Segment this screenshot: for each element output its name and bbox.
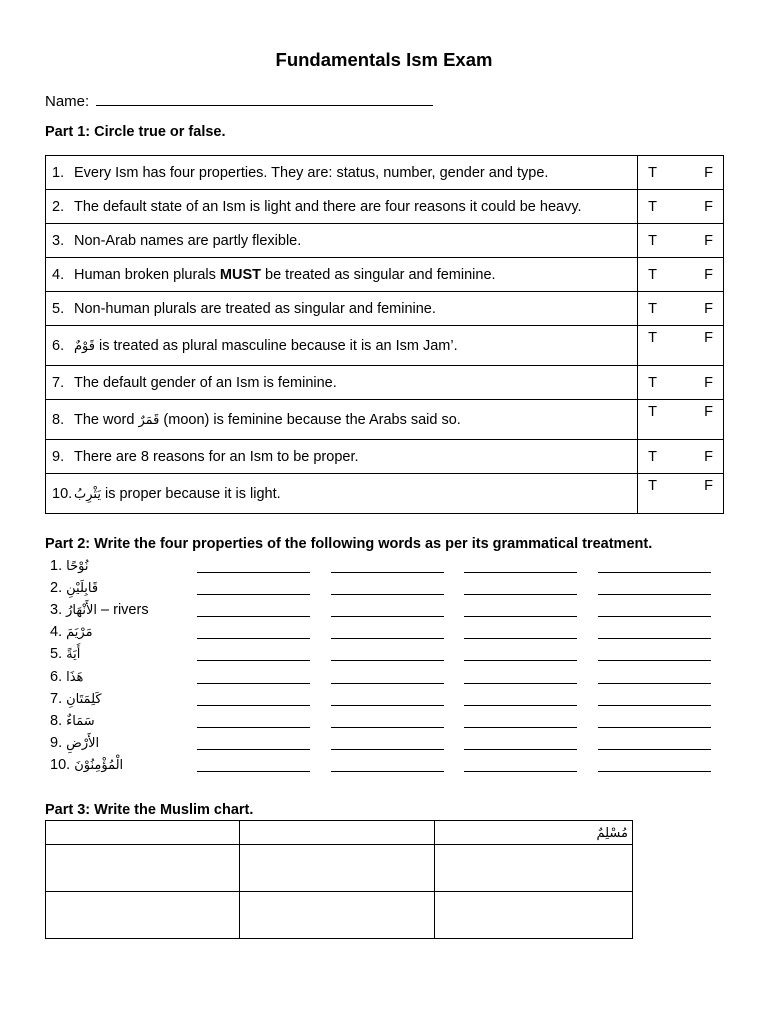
answer-blank[interactable] [464,660,577,661]
answer-blank[interactable] [464,572,577,573]
question-row [46,326,724,366]
answer-cell [638,366,724,400]
false-option[interactable]: F [704,266,713,283]
question-number: 6. [52,337,65,354]
question-cell [46,366,638,400]
chart-cell[interactable] [434,845,632,892]
answer-blank[interactable] [464,749,577,750]
word-number: 7. [50,690,63,707]
false-option[interactable]: F [704,478,713,494]
answer-blank[interactable] [197,749,310,750]
answer-blank[interactable] [331,616,444,617]
arabic-word: الأَرْضِ [66,735,100,751]
word-label [50,646,80,662]
question-number: 5. [52,300,65,317]
chart-header-text: مُسْلِمٌ [596,825,628,841]
answer-blank[interactable] [598,683,711,684]
part3-heading: Part 3: Write the Muslim chart. [45,802,254,818]
false-option[interactable]: F [704,404,713,420]
question-row [46,440,724,474]
question-text: Human broken plurals MUST be treated as singular and feminine. [74,266,496,283]
question-number: 4. [52,266,65,283]
arabic-word: مَرْيَمَ [66,625,93,641]
word-number: 5. [50,646,63,663]
false-option[interactable]: F [704,330,713,346]
answer-blank[interactable] [331,594,444,595]
false-option[interactable]: F [704,232,713,249]
true-option[interactable]: T [648,198,658,215]
word-label [50,580,98,596]
word-label [50,691,102,707]
false-option[interactable]: F [704,198,713,215]
arabic-word: قَوْمٌ [74,338,95,354]
word-row [50,580,730,602]
question-number: 9. [52,448,65,465]
answer-blank[interactable] [331,727,444,728]
answer-cell [638,224,724,258]
question-text: Non-human plurals are treated as singular and feminine. [74,300,436,317]
word-row [50,757,730,779]
question-text: The default gender of an Ism is feminine. [74,374,337,391]
word-row [50,624,730,646]
answer-blank[interactable] [598,771,711,772]
answer-blank[interactable] [464,683,577,684]
word-row [50,558,730,580]
word-row [50,713,730,735]
question-number: 10. [52,485,73,502]
true-option[interactable]: T [648,300,658,317]
word-label [50,624,93,640]
true-option[interactable]: T [648,164,658,181]
answer-blank[interactable] [197,616,310,617]
answer-blank[interactable] [598,705,711,706]
answer-blank[interactable] [598,594,711,595]
arabic-word: قَابِلَيْنِ [66,581,99,597]
question-row [46,292,724,326]
answer-cell [638,258,724,292]
question-text: is proper because it is light. [100,485,281,502]
answer-blank[interactable] [598,727,711,728]
question-row [46,400,724,440]
answer-cell [638,156,724,190]
true-false-table [45,155,724,514]
answer-blank[interactable] [331,638,444,639]
question-text: The default state of an Ism is light and there are four reasons it could be heavy. [74,198,582,215]
question-text-after: (moon) is feminine because the Arabs said so. [159,411,461,428]
chart-cell[interactable] [434,892,632,939]
answer-blank[interactable] [197,572,310,573]
word-row [50,669,730,691]
question-cell [46,258,638,292]
true-option[interactable]: T [648,478,658,494]
answer-blank[interactable] [464,727,577,728]
word-label [50,757,123,773]
word-label [50,602,149,618]
chart-cell[interactable] [240,845,434,892]
question-cell [46,190,638,224]
chart-cell[interactable] [46,821,240,845]
true-option[interactable]: T [648,404,658,420]
answer-blank[interactable] [331,771,444,772]
false-option[interactable]: F [704,448,713,465]
arabic-word: الْمُؤْمِنُوْنَ [74,757,124,773]
part2-heading: Part 2: Write the four properties of the following words as per its grammatical treatment. [45,536,653,552]
answer-blank[interactable] [197,771,310,772]
question-cell [46,440,638,474]
arabic-word: كَلِمَتَانِ [66,691,102,707]
question-text: The word [74,411,139,428]
false-option[interactable]: F [704,164,713,181]
question-number: 3. [52,232,65,249]
false-option[interactable]: F [704,300,713,317]
name-row [45,91,433,110]
word-label [50,558,88,574]
answer-blank[interactable] [197,683,310,684]
answer-blank[interactable] [331,683,444,684]
word-number: 8. [50,712,63,729]
answer-blank[interactable] [464,771,577,772]
answer-blank[interactable] [331,660,444,661]
word-label [50,669,83,685]
word-number: 4. [50,624,63,641]
page-title: Fundamentals Ism Exam [275,49,493,70]
question-number: 2. [52,198,65,215]
answer-blank[interactable] [598,616,711,617]
word-row [50,735,730,757]
question-row [46,156,724,190]
answer-blank[interactable] [464,616,577,617]
answer-blank[interactable] [598,660,711,661]
arabic-word: أَيَةً [66,647,81,663]
question-cell [46,326,638,366]
word-label [50,735,99,751]
chart-cell[interactable] [46,892,240,939]
arabic-word: قَمَرٌ [138,412,160,428]
question-text: is treated as plural masculine because it is an Ism Jam’. [94,337,458,354]
word-number: 10. [50,756,71,773]
question-text: There are 8 reasons for an Ism to be proper. [74,448,359,465]
question-number: 8. [52,411,65,428]
answer-cell [638,326,724,366]
arabic-word: سَمَاءٌ [66,713,95,729]
arabic-word: يَثْرِبُ [74,486,101,502]
question-cell [46,224,638,258]
answer-blank[interactable] [197,660,310,661]
part1-heading: Part 1: Circle true or false. [45,124,226,140]
word-number: 1. [50,558,63,574]
answer-blank[interactable] [197,638,310,639]
true-option[interactable]: T [648,448,658,465]
answer-blank[interactable] [464,594,577,595]
answer-blank[interactable] [464,638,577,639]
chart-cell[interactable] [240,892,434,939]
word-number: 6. [50,668,63,685]
question-row [46,474,724,514]
name-label: Name: [45,93,90,110]
word-gloss: – rivers [97,602,149,619]
answer-blank[interactable] [464,705,577,706]
answer-blank[interactable] [197,705,310,706]
question-cell [46,400,638,440]
word-row [50,691,730,713]
question-number: 1. [52,164,65,181]
name-field[interactable] [96,91,433,106]
question-row [46,190,724,224]
true-option[interactable]: T [648,266,658,283]
answer-blank[interactable] [598,638,711,639]
answer-blank[interactable] [197,727,310,728]
true-option[interactable]: T [648,330,658,346]
chart-cell[interactable] [46,845,240,892]
false-option[interactable]: F [704,374,713,391]
answer-blank[interactable] [331,572,444,573]
answer-cell [638,190,724,224]
word-label [50,713,95,729]
answer-blank[interactable] [598,749,711,750]
question-cell [46,292,638,326]
question-row [46,258,724,292]
answer-cell [638,292,724,326]
word-row [50,602,730,624]
answer-cell [638,474,724,514]
answer-blank[interactable] [331,749,444,750]
arabic-word: الأَنْهَارُ [66,603,97,619]
answer-cell [638,440,724,474]
chart-cell[interactable] [240,821,434,845]
word-row [50,646,730,668]
true-option[interactable]: T [648,232,658,249]
question-cell [46,474,638,514]
word-number: 3. [50,602,63,619]
word-number: 9. [50,734,63,751]
true-option[interactable]: T [648,374,658,391]
question-number: 7. [52,374,65,391]
muslim-chart-table [45,820,633,939]
answer-blank[interactable] [598,572,711,573]
question-row [46,224,724,258]
word-number: 2. [50,580,63,597]
arabic-word: هَذَا [66,669,84,685]
question-cell [46,156,638,190]
answer-blank[interactable] [197,594,310,595]
arabic-word: نُوْحًا [66,559,89,574]
answer-blank[interactable] [331,705,444,706]
question-text: Non-Arab names are partly flexible. [74,232,302,249]
question-text: Every Ism has four properties. They are: status, number, gender and type. [74,164,549,181]
chart-header-cell [434,821,632,845]
answer-cell [638,400,724,440]
question-row [46,366,724,400]
